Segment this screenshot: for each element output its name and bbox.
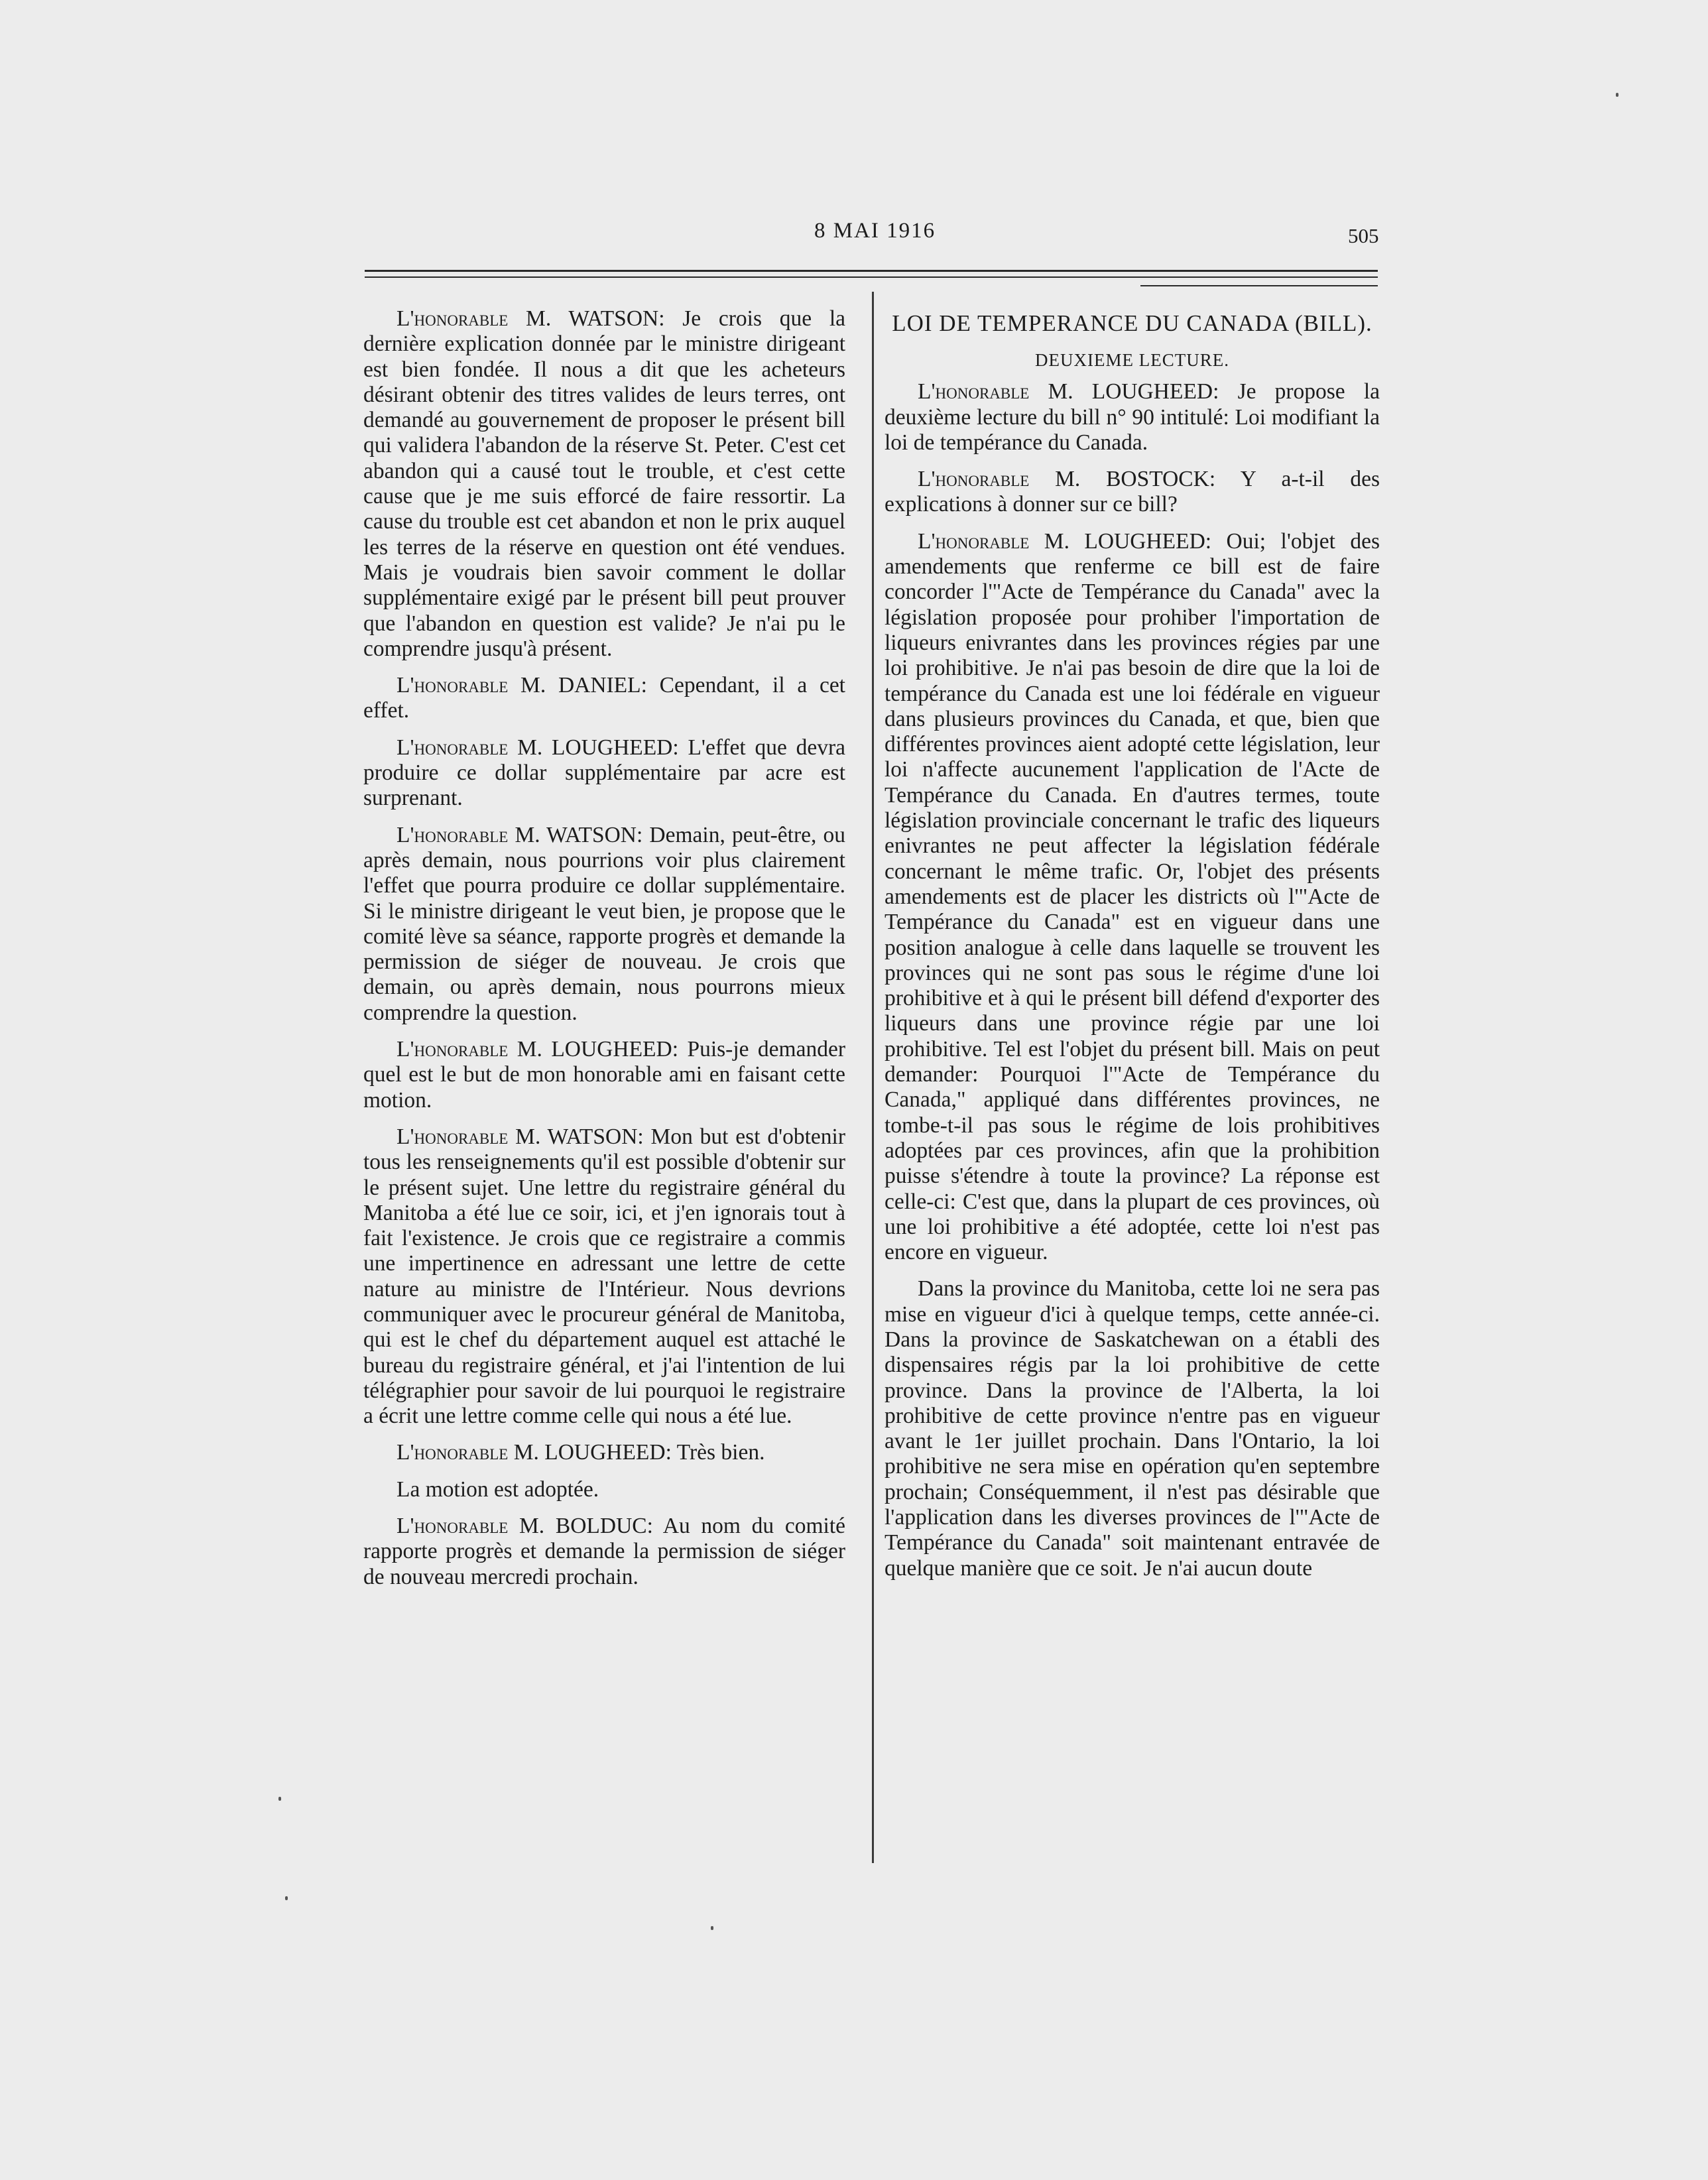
speaker-name: L'honorable M. LOUGHEED: (396, 1037, 679, 1062)
header-rule-thin (365, 276, 1378, 278)
speaker-name: L'honorable M. LOUGHEED: (396, 1440, 672, 1465)
paragraph (363, 1440, 845, 1465)
column-divider (872, 292, 874, 1863)
speaker-name: L'honorable M. LOUGHEED: (918, 379, 1219, 404)
paragraph-text: Y a-t-il des explications à donner sur ce bill? (884, 467, 1380, 517)
paragraph-text: Mon but est d'obtenir tous les renseignements qu'il est possible d'obtenir sur le présent sujet. Une lettre du registraire général du Manitoba a été lue ce soir, ici, et j'en ignorais tout à fait l'existence. Je crois que ce registraire a commis une impertinence en adressant une lettre de cette nature au ministre de l'Intérieur. Nous devrions communiquer avec le procureur général de Manitoba, qui est le chef du département auquel est attaché le bureau du registraire général, et j'ai l'intention de lui télégraphier pour savoir de lui pourquoi le registraire a écrit une lettre comme celle qui nous a été lue. (363, 1124, 846, 1429)
speaker-name: L'honorable M. WATSON: (396, 306, 665, 331)
section-subtitle: DEUXIEME LECTURE. (1035, 350, 1229, 370)
paragraph (363, 306, 845, 662)
scan-speck (278, 1797, 281, 1801)
paragraph (884, 1276, 1380, 1581)
page-number: 505 (1348, 224, 1379, 247)
speaker-name: L'honorable M. BOLDUC: (396, 1514, 653, 1539)
scan-speck (1616, 93, 1618, 97)
header-rule (365, 270, 1378, 272)
section-title: LOI DE TEMPERANCE DU CANADA (BILL). (892, 310, 1372, 336)
paragraph-text: Dans la province du Manitoba, cette loi ne sera pas mise en vigueur d'ici à quelque temps, cette année-ci. Dans la province de Saskatchewan on a établi des dispensaires régis par la loi prohibitive de cette province. Dans la province de l'Alberta, la loi prohibitive de cette province n'entre pas en vigueur avant le 1er juillet prochain. Dans l'Ontario, la loi prohibitive ne sera mise en opération qu'en septembre prochain; Conséquemment, il n'est pas désirable que l'application dans les diverses provinces de l'"Acte de Tempérance du Canada" soit maintenant entravée de quelque manière que ce soit. Je n'ai aucun doute (884, 1276, 1380, 1581)
speaker-name: L'honorable M. LOUGHEED: (396, 735, 679, 760)
paragraph (363, 1514, 845, 1590)
paragraph-text: L'effet que devra produire ce dollar supplémentaire par acre est surprenant. (363, 735, 845, 811)
right-column (884, 306, 1380, 1593)
paragraph-text: Puis-je demander quel est le but de mon honorable ami en faisant cette motion. (363, 1037, 845, 1113)
paragraph (363, 1037, 845, 1113)
paragraph-text: Au nom du comité rapporte progrès et demande la permission de siéger de nouveau mercredi prochain. (363, 1514, 846, 1589)
paragraph-text: Je crois que la dernière explication donnée par le ministre dirigeant est bien fondée. Il nous a dit que les acheteurs désirant obtenir des titres valides de leurs terres, ont demandé au gouvernement de proposer le présent bill qui validera l'abandon de la réserve St. Peter. C'est cet abandon qui a causé tout le trouble, et c'est cette cause que je me suis efforcé de faire ressortir. La cause du trouble est cet abandon et non le prix auquel les terres de la réserve en question ont été vendues. Mais je voudrais bien savoir comment le dollar supplémentaire exigé par le présent bill peut prouver que l'abandon en question est valide? Je n'ai pu le comprendre jusqu'à présent. (363, 306, 845, 661)
speaker-name: L'honorable M. WATSON: (396, 1124, 644, 1149)
paragraph (363, 673, 845, 724)
paragraph-text: La motion est adoptée. (396, 1477, 599, 1502)
page-date: 8 MAI 1916 (814, 219, 936, 243)
paragraph-text: Je propose la deuxième lecture du bill n° 90 intitulé: Loi modifiant la loi de tempérance du Canada. (884, 379, 1380, 455)
speaker-name: L'honorable M. LOUGHEED: (918, 528, 1212, 554)
speaker-name: L'honorable M. DANIEL: (396, 673, 647, 698)
left-column (363, 306, 845, 1601)
header-rule-short (1140, 285, 1378, 286)
paragraph-text: Oui; l'objet des amendements que renferme ce bill est de faire concorder l'"Acte de Tempérance du Canada" avec la législation proposée pour prohiber l'importation de liqueurs enivrantes dans les provinces régies par une loi prohibitive. Je n'ai pas besoin de dire que la loi de tempérance du Canada est une loi fédérale en vigueur dans plusieurs provinces du Canada, et que, bien que différentes provinces aient adopté cette législation, leur loi n'affecte aucunement l'application de l'Acte de Tempérance du Canada. En d'autres termes, toute législation provinciale concernant le trafic des liqueurs enivrantes ne peut affecter la législation fédérale concernant le même trafic. Or, l'objet des présents amendements est de placer les districts où l'"Acte de Tempérance du Canada" est en vigueur dans une position analogue à celle dans laquelle se trouvent les provinces qui ne sont pas sous le régime d'une loi prohibitive et à qui le présent bill défend d'exporter des liqueurs dans une province régie par une loi prohibitive. Tel est l'objet du présent bill. Mais on peut demander: Pourquoi l'"Acte de Tempérance du Canada," appliqué dans différentes provinces, ne tombe-t-il pas sous le régime de lois prohibitives adoptées par ces provinces, afin que la prohibition puisse s'étendre à toute la province? La réponse est celle-ci: C'est que, dans la plupart de ces provinces, où une loi prohibitive a été adoptée, cette loi n'est pas encore en vigueur. (884, 528, 1380, 1265)
paragraph (884, 379, 1380, 455)
paragraph-text: Cependant, il a cet effet. (363, 673, 845, 723)
paragraph (363, 1477, 845, 1502)
paragraph (363, 823, 845, 1026)
paragraph-text: Très bien. (671, 1440, 765, 1465)
speaker-name: L'honorable M. WATSON: (396, 822, 643, 847)
scan-speck (285, 1896, 288, 1900)
scan-speck (711, 1926, 713, 1930)
paragraph (363, 735, 845, 812)
paragraph (884, 467, 1380, 518)
speaker-name: L'honorable M. BOSTOCK: (918, 467, 1216, 492)
paragraph-text: Demain, peut-être, ou après demain, nous pourrions voir plus clairement l'effet que pourra produire ce dollar supplémentaire. Si le ministre dirigeant le veut bien, je propose que le comité lève sa séance, rapporte progrès et demande la permission de siéger de nouveau. Je crois que demain, ou après demain, nous pourrons mieux comprendre la question. (363, 822, 846, 1025)
paragraph (363, 1124, 845, 1429)
paragraph (884, 529, 1380, 1266)
